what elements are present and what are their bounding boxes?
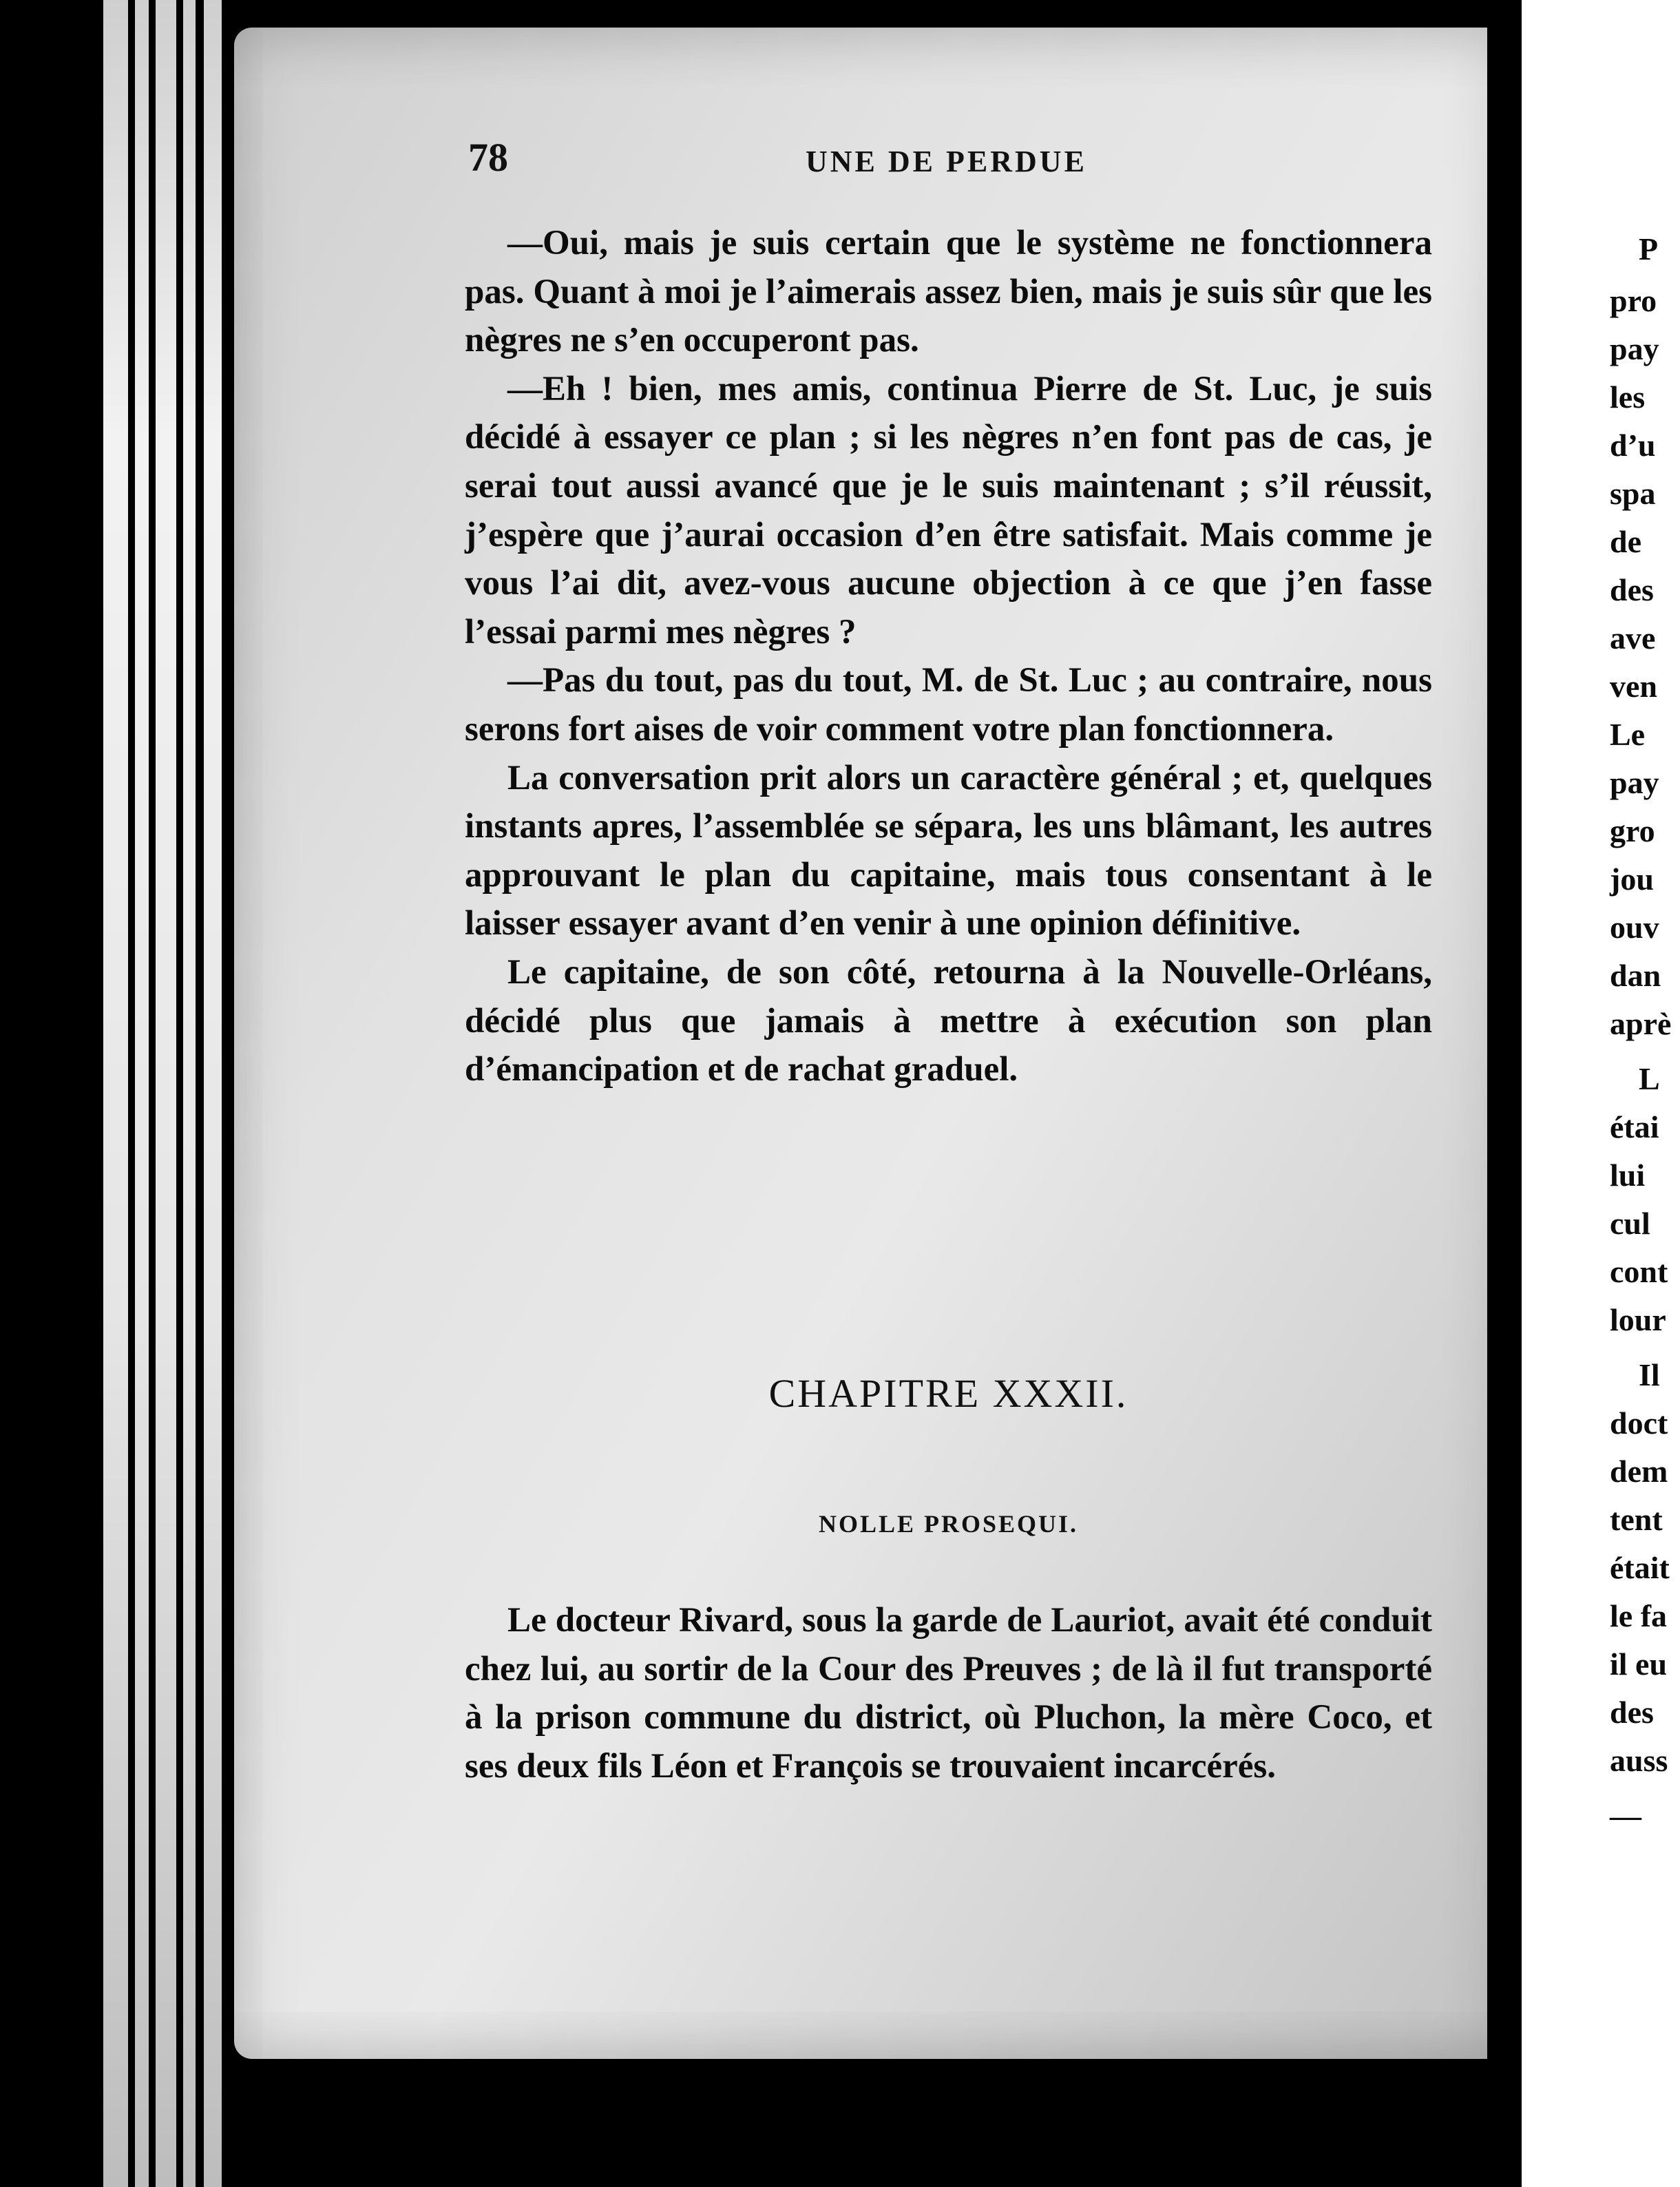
facing-page-fragment: Il bbox=[1639, 1357, 1660, 1392]
paragraph: Le capitaine, de son côté, retourna à la Nouvelle-Orléans, décidé plus que jamais à mettre à exécution son plan d’émancipation et de rachat graduel. bbox=[465, 952, 1432, 1089]
facing-page-fragment: de bbox=[1610, 524, 1641, 559]
facing-page-fragment: auss bbox=[1610, 1743, 1668, 1778]
facing-page-fragment: dem bbox=[1610, 1454, 1668, 1489]
page-stack-edge bbox=[0, 0, 248, 2187]
page-number: 78 bbox=[468, 135, 508, 180]
facing-page-fragment: doct bbox=[1610, 1405, 1668, 1441]
paragraph: —Eh ! bien, mes amis, continua Pierre de St. Luc, je suis décidé à essayer ce plan ; si les nègres n’en font pas de cas, je serai tout aussi avancé que je le suis maintenant ; s’il réussit, j’espère que j’aurai occasion d’en être satisfait. Mais comme je vous l’ai dit, avez-vous aucune objection à ce que j’en fasse l’essai parmi mes nègres ? bbox=[465, 369, 1432, 651]
facing-page-fragment: cont bbox=[1610, 1254, 1668, 1289]
facing-page-fragment: Le bbox=[1610, 717, 1646, 752]
body-text bbox=[465, 219, 1432, 1094]
facing-page-fragment: aprè bbox=[1610, 1006, 1672, 1041]
facing-page-fragment: pay bbox=[1610, 765, 1659, 800]
facing-page-fragment: le fa bbox=[1610, 1598, 1668, 1633]
facing-page-fragment: — bbox=[1610, 1798, 1641, 1833]
facing-page-fragment: ven bbox=[1610, 669, 1657, 704]
chapter-title: CHAPITRE XXXII. bbox=[768, 1371, 1128, 1416]
facing-page-fragment: ouv bbox=[1610, 910, 1659, 945]
facing-page-fragment: il eu bbox=[1610, 1646, 1668, 1682]
facing-page-fragment: des bbox=[1610, 1695, 1654, 1730]
facing-page-fragment: tent bbox=[1610, 1502, 1663, 1537]
facing-page-fragment: gro bbox=[1610, 813, 1655, 848]
facing-page-fragment: lui bbox=[1610, 1158, 1646, 1193]
facing-page-fragment: cul bbox=[1610, 1206, 1650, 1241]
running-head: UNE DE PERDUE bbox=[806, 145, 1087, 178]
paragraph: —Oui, mais je suis certain que le système ne fonctionnera pas. Quant à moi je l’aimerais assez bien, mais je suis sûr que les nègres ne s’en occuperont pas. bbox=[465, 224, 1432, 360]
paragraph: La conversation prit alors un caractère général ; et, quelques instants apres, l’assemblée se sépara, les uns blâmant, les autres approuvant le plan du capitaine, mais tous consentant à le laisser essayer avant d’en venir à une opinion définitive. bbox=[465, 758, 1432, 943]
facing-page-fragment: ave bbox=[1610, 620, 1656, 656]
facing-page-fragment: jou bbox=[1610, 861, 1654, 897]
paragraph: Le docteur Rivard, sous la garde de Lauriot, avait été conduit chez lui, au sortir de la Cour des Preuves ; de là il fut transporté à la prison commune du district, où Pluchon, la mère Coco, et ses deux fils Léon et François se trouvaient incarcérés. bbox=[465, 1601, 1432, 1786]
facing-page-fragment: étai bbox=[1610, 1109, 1659, 1144]
facing-page-fragment: spa bbox=[1610, 476, 1656, 511]
facing-page-fragment: était bbox=[1610, 1550, 1670, 1585]
facing-page-fragment: les bbox=[1610, 379, 1646, 415]
facing-page-fragment: pay bbox=[1610, 331, 1659, 366]
facing-page-fragment: lour bbox=[1610, 1302, 1666, 1337]
facing-page-fragment: P bbox=[1639, 231, 1659, 266]
facing-page-fragment: des bbox=[1610, 572, 1654, 607]
chapter-subtitle: NOLLE PROSEQUI. bbox=[818, 1510, 1079, 1538]
page-header bbox=[468, 134, 1432, 189]
facing-page-fragment: pro bbox=[1610, 283, 1657, 318]
chapter-text bbox=[465, 1596, 1432, 1790]
facing-page-fragment: d’u bbox=[1610, 428, 1656, 463]
paragraph: —Pas du tout, pas du tout, M. de St. Luc ; au contraire, nous serons fort aises de voir comment votre plan fonctionnera. bbox=[465, 661, 1432, 749]
facing-page-fragment: L bbox=[1639, 1061, 1660, 1096]
facing-page-fragment: dan bbox=[1610, 958, 1661, 993]
